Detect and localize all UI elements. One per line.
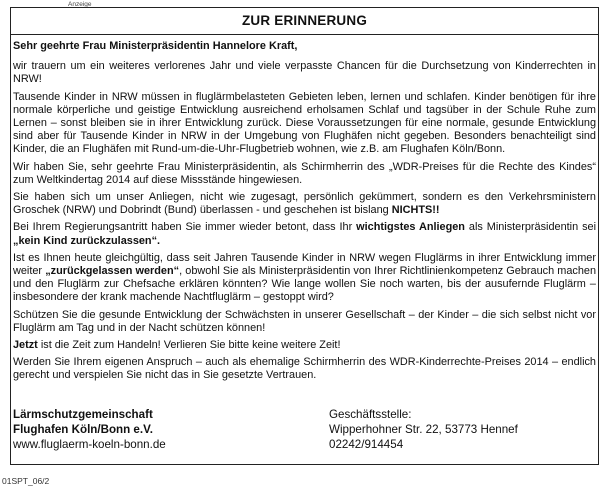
org-name-line-1: Lärmschutzgemeinschaft	[13, 408, 153, 421]
paragraph-4-emphasis: NICHTS!!	[391, 204, 440, 217]
office-label: Geschäftsstelle:	[329, 408, 412, 421]
paragraph-8	[13, 339, 596, 352]
ad-title: ZUR ERINNERUNG	[241, 13, 368, 28]
print-code: 01SPT_06/2	[2, 476, 50, 486]
paragraph-3: Wir haben Sie, sehr geehrte Frau Ministerpräsidentin, als Schirmherrin des „WDR-Preises für die Rechte des Kindes“ zum Weltkindertag 2014 auf diese Missstände hingewiesen.	[13, 160, 596, 186]
paragraph-4	[13, 191, 596, 217]
paragraph-8-emphasis: Jetzt	[13, 339, 38, 352]
paragraph-6	[13, 252, 596, 305]
paragraph-9: Werden Sie Ihrem eigenen Anspruch – auch als ehemalige Schirmherrin des WDR-Kinderrechte-Preises 2014 – endlich gerecht und verspielen Sie nicht das in Sie gesetzte Vertrauen.	[13, 356, 596, 382]
paragraph-6-text-2: , obwohl Sie als Ministerpräsidentin von Ihrer Richtlinienkompetenz Gebrauch machen und den Fluglärm zur Chefsache erklären könnten? Wie lange wollen Sie noch warten, bis der ausufernde Fluglärm – insbesondere der krank machende Nachtfluglärm – gestoppt wird?	[13, 265, 597, 304]
paragraph-6-emphasis: „zurückgelassen werden“	[45, 265, 180, 278]
website-text: www.fluglaerm-koeln-bonn.de	[13, 438, 166, 451]
office-phone: 02242/914454	[329, 438, 404, 451]
paragraph-6-text: Ist es Ihnen heute gleichgültig, dass seit Jahren Tausende Kinder in NRW wegen Fluglärms in ihrer Entwicklung immer weiter	[13, 251, 596, 278]
paragraph-5-text-2: als Ministerpräsidentin sei	[464, 221, 596, 234]
office-block	[329, 407, 599, 452]
office-address: Wipperhohner Str. 22, 53773 Hennef	[329, 423, 518, 436]
paragraph-4-text: Sie haben sich um unser Anliegen, nicht wie zugesagt, persönlich gekümmert, sondern es den Verkehrsministern Groschek (NRW) und Dobrindt (Bund) überlassen - und geschehen ist bislang	[13, 191, 596, 217]
paragraph-7: Schützen Sie die gesunde Entwicklung der Schwächsten in unserer Gesellschaft – der Kinder – die sich selbst nicht vor Fluglärm am Tag und in der Nacht schützen können!	[13, 308, 596, 334]
paragraph-2: Tausende Kinder in NRW müssen in fluglärmbelasteten Gebieten leben, lernen und schlafen. Kinder benötigen für ihre normale körperliche und geistige Entwicklung ausreichend erholsamen Schlaf und tagsüber in der Schule Ruhe zum Lernen – sonst bleiben sie in ihrer Entwicklung zurück. Diese Voraussetzungen für eine normale, gesunde Entwicklung sind aber für Tausende Kinder in NRW in der Umgebung von Flughäfen nicht gegeben. Besonders benachteiligt sind Kinder, die an Flughäfen mit Rund-um-die-Uhr-Flugbetrieb wohnen, wie z.B. am Flughafen Köln/Bonn.	[13, 90, 596, 156]
ad-label: Anzeige	[68, 1, 92, 8]
letter-greeting: Sehr geehrte Frau Ministerpräsidentin Hannelore Kraft,	[13, 40, 298, 52]
letter-body	[13, 40, 596, 387]
paragraph-8-text: ist die Zeit zum Handeln! Verlieren Sie bitte keine weitere Zeit!	[37, 339, 341, 352]
paragraph-5	[13, 221, 596, 247]
org-name-line-2: Flughafen Köln/Bonn e.V.	[13, 423, 153, 436]
title-divider	[10, 34, 599, 35]
organization-block	[13, 407, 313, 452]
paragraph-5-emphasis-1: wichtigstes Anliegen	[356, 221, 465, 234]
paragraph-5-text: Bei Ihrem Regierungsantritt haben Sie immer wieder betont, dass Ihr	[13, 221, 357, 234]
paragraph-5-emphasis-2: „kein Kind zurückzulassen“.	[13, 234, 161, 247]
paragraph-1: wir trauern um ein weiteres verlorenes Jahr und viele verpasste Chancen für die Durchsetzung von Kinderrechten in NRW!	[13, 60, 596, 86]
